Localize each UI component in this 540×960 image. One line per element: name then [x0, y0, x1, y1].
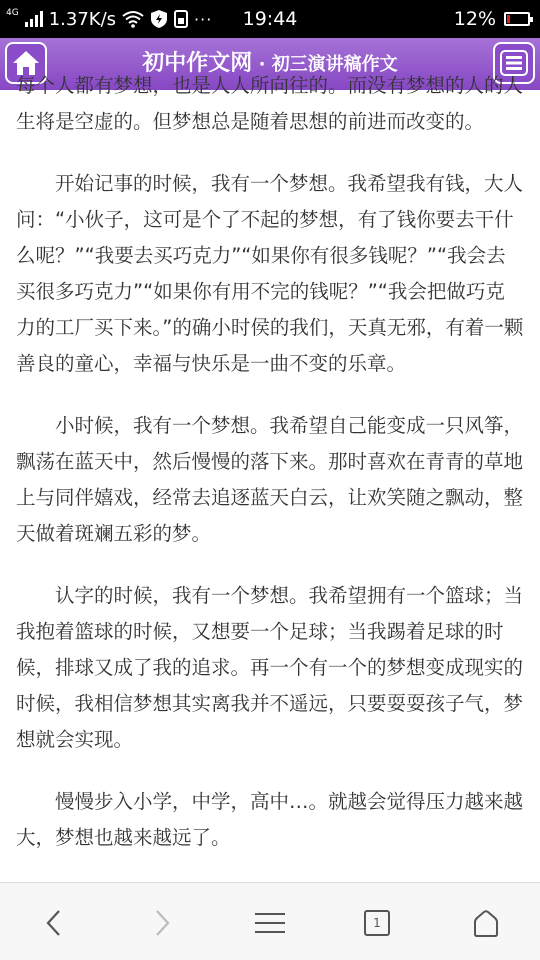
browser-home-button[interactable] — [464, 901, 508, 945]
paragraph: 小时候，我有一个梦想。我希望自己能变成一只风筝，飘荡在蓝天中，然后慢慢的落下来。那时喜欢在青青的草地上与同伴嬉戏，经常去追逐蓝天白云，让欢笑随之飘动，整天做着斑斓五彩的梦。 — [16, 414, 524, 545]
status-right — [454, 0, 530, 38]
forward-button[interactable] — [140, 901, 184, 945]
section-name[interactable]: 初三演讲稿作文 — [271, 54, 398, 75]
menu-icon — [255, 911, 285, 935]
status-bar — [0, 0, 540, 38]
tab-count: 1 — [373, 916, 381, 930]
tabs-icon — [364, 910, 390, 936]
back-button[interactable] — [32, 901, 76, 945]
battery-icon — [504, 12, 530, 26]
network-speed: 1.37K/s — [48, 8, 117, 30]
article-content[interactable] — [0, 74, 540, 882]
network-type: 4G — [6, 7, 19, 18]
home-icon — [471, 908, 501, 938]
tabs-button[interactable] — [355, 901, 399, 945]
forward-icon — [150, 908, 174, 938]
paragraph: 每个人都有梦想，也是人人所向往的。而没有梦想的人的人生将是空虚的。但梦想总是随着思想的前进而改变的。 — [16, 74, 524, 133]
battery-percent: 12% — [453, 8, 496, 30]
paragraph: 认字的时候，我有一个梦想。我希望拥有一个篮球；当我抱着篮球的时候，又想要一个足球；当我踢着足球的时候，排球又成了我的追求。再一个有一个的梦想变成现实的时候，我相信梦想其实离我并不遥远，只要耍耍孩子气，梦想就会实现。 — [16, 584, 524, 751]
site-name[interactable]: 初中作文网 — [142, 51, 253, 76]
browser-menu-button[interactable] — [248, 901, 292, 945]
browser-toolbar — [0, 882, 540, 960]
clock: 19:44 — [242, 8, 298, 30]
article-body — [16, 68, 524, 882]
more-icon: ··· — [194, 9, 213, 29]
back-icon — [42, 908, 66, 938]
paragraph: 慢慢步入小学，中学，高中…。就越会觉得压力越来越大，梦想也越来越远了。 — [16, 790, 524, 849]
paragraph: 开始记事的时候，我有一个梦想。我希望我有钱，大人问：“小伙子，这可是个了不起的梦想，有了钱你要去干什么呢？”“我要去买巧克力”“如果你有很多钱呢？”“我会去买很多巧克力”“如果你有用不完的钱呢？”“我会把做巧克力的工厂买下来。”的确小时侯的我们，天真无邪，有着一颗善良的童心，幸福与快乐是一曲不变的乐章。 — [16, 172, 524, 375]
title-separator: · — [252, 54, 272, 75]
